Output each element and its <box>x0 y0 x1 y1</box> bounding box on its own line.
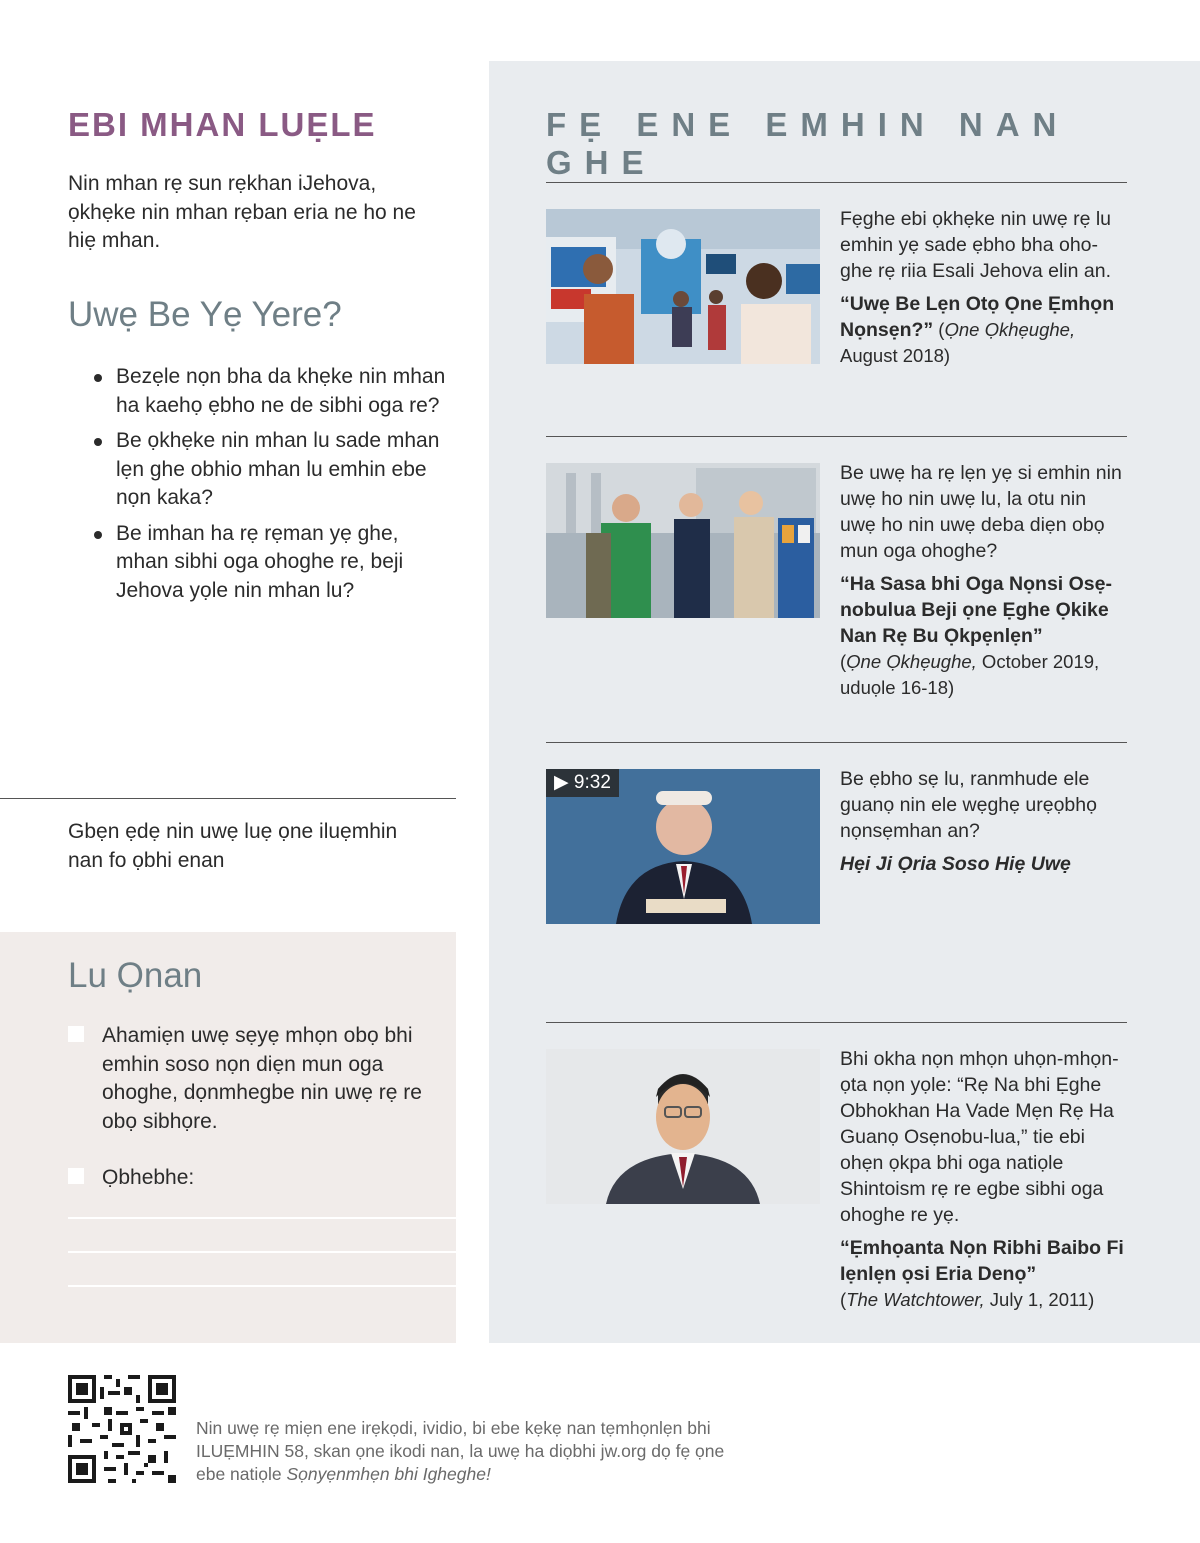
checklist-item[interactable] <box>68 1164 438 1194</box>
write-line[interactable] <box>68 1285 456 1287</box>
article-link[interactable]: “Ẹmhọanta Nọn Ribhi Baibo Fi Iẹnlẹn ọsi Eria Denọ” <box>840 1237 1124 1285</box>
play-icon: ▶ <box>554 772 569 793</box>
smiling-man-portrait <box>546 1049 820 1204</box>
question-heading: Uwẹ Be Yẹ Yere? <box>68 295 342 334</box>
card-description: Be uwẹ ha rẹ lẹn yẹ si emhin nin uwẹ ho nin uwẹ lu, la otu nin uwẹ ho nin uwẹ deba diẹn obọ mun oga ohoghe? “Ha Sasa bhi Oga Nọnsi Osẹ-nobulua Beji ọne Ẹghe Ọkike Nan Rẹ Bu Ọkpẹnlẹn” (Ọne Ọkhẹughe, October 2019, uduọle 16-18) <box>840 460 1125 701</box>
section-title-fe-ene: FẸ ENE EMHIN NAN GHE <box>546 106 1070 181</box>
card-image-street[interactable] <box>546 209 820 364</box>
write-line[interactable] <box>68 1217 456 1219</box>
write-line[interactable] <box>68 1251 456 1253</box>
people-phones-illustration <box>546 209 820 364</box>
card-image-cart-witnessing[interactable] <box>546 463 820 618</box>
card-description: Bhi okha nọn mhọn uhọn-mhọn-ọta nọn yọle: “Rẹ Na bhi Ẹghe Obhokhan Ha Vade Mẹn Rẹ Ha Guanọ Osẹnobu-lua,” tie ebi ohẹn ọkpa bhi oga natiọle Shintoism rẹ re egbe sibhi oga ohoghe re yẹ. “Ẹmhọanta Nọn Ribhi Baibo Fi Iẹnlẹn ọsi Eria Denọ” (The Watchtower, July 1, 2011) <box>840 1048 1124 1310</box>
bullet-icon <box>94 438 102 446</box>
checkbox[interactable] <box>68 1168 84 1184</box>
card-image-portrait[interactable] <box>546 1049 820 1204</box>
video-link[interactable]: Hẹi Ji Ọria Soso Hiẹ Uwẹ <box>840 853 1071 875</box>
card-description: Be ẹbho sẹ lu, ranmhude ele guanọ nin ele wẹghẹ urẹọbhọ nọnsẹmhan an? Hẹi Ji Ọria Soso Hiẹ Uwẹ <box>840 766 1125 877</box>
divider <box>0 798 456 799</box>
list-item: Be imhan ha rẹ rẹman yẹ ghe, mhan sibhi oga ohoghe re, beji Jehova yọle nin mhan lu? <box>92 520 452 606</box>
footer-note: Nin uwẹ rẹ miẹn ene irẹkọdi, ividio, bi ebe kẹkẹ nan tẹmhọnlẹn bhi ILUẸMHIN 58, skan ọne ikodi nan, la uwẹ ha diọbhi jw.org dọ fẹ ọne ebe natiọle Sọnyẹnmhẹn bhi Igheghe! <box>196 1418 725 1484</box>
section-title-ebi-mhan: EBI MHAN LUẸLE <box>68 106 377 143</box>
cart-witnessing-photo <box>546 463 820 618</box>
divider <box>546 436 1127 437</box>
video-duration-badge: ▶ 9:32 <box>546 769 619 797</box>
video-thumbnail[interactable] <box>546 769 820 924</box>
qr-code[interactable] <box>68 1375 176 1483</box>
list-item: Be ọkhẹke nin mhan lu sade mhan lẹn ghe obhio mhan lu emhin ebe nọn kaka? <box>92 427 452 513</box>
article-link[interactable]: “Uwẹ Be Lẹn Otọ Ọne Ẹmhọn Nọnsẹn?” (Ọne Ọkhẹughe, <box>840 293 1115 341</box>
bullet-icon <box>94 531 102 539</box>
notes-prompt: Gbẹn ẹdẹ nin uwẹ luẹ ọne iluẹmhin nan fo ọbhi enan <box>68 820 398 872</box>
bullet-icon <box>94 374 102 382</box>
action-heading: Lu Ọnan <box>68 956 203 995</box>
list-item: Bezẹle nọn bha da khẹke nin mhan ha kaehọ ẹbho ne de sibhi oga re? <box>92 363 452 420</box>
divider <box>546 1022 1127 1023</box>
checkbox[interactable] <box>68 1026 84 1042</box>
card-description: Fẹghe ebi ọkhẹke nin uwẹ rẹ lu emhin yẹ sade ẹbho bha oho-ghe rẹ riia Esali Jehova elin an. “Uwẹ Be Lẹn Otọ Ọne Ẹmhọn Nọnsẹn?” (Ọne Ọkhẹughe, August 2018) <box>840 206 1125 369</box>
checklist-item[interactable] <box>68 1022 438 1142</box>
intro-text: Nin mhan rẹ sun rẹkhan iJehova, ọkhẹke nin mhan rẹban eria ne ho ne hiẹ mhan. <box>68 172 416 252</box>
question-list <box>92 363 452 612</box>
checklist-label: Ọbhebhe: <box>102 1166 195 1189</box>
article-link[interactable]: “Ha Sasa bhi Oga Nọnsi Osẹ-nobulua Beji ọne Ẹghe Ọkike Nan Rẹ Bu Ọkpẹnlẹn” <box>840 573 1112 647</box>
qr-code-icon <box>68 1375 176 1483</box>
divider <box>546 742 1127 743</box>
divider <box>546 182 1127 183</box>
checklist-label: Ahamiẹn uwẹ sẹyẹ mhọn obọ bhi emhin soso nọn diẹn mun oga ohoghe, dọnmhegbe nin uwẹ rẹ re obọ sibhọre. <box>102 1024 422 1133</box>
